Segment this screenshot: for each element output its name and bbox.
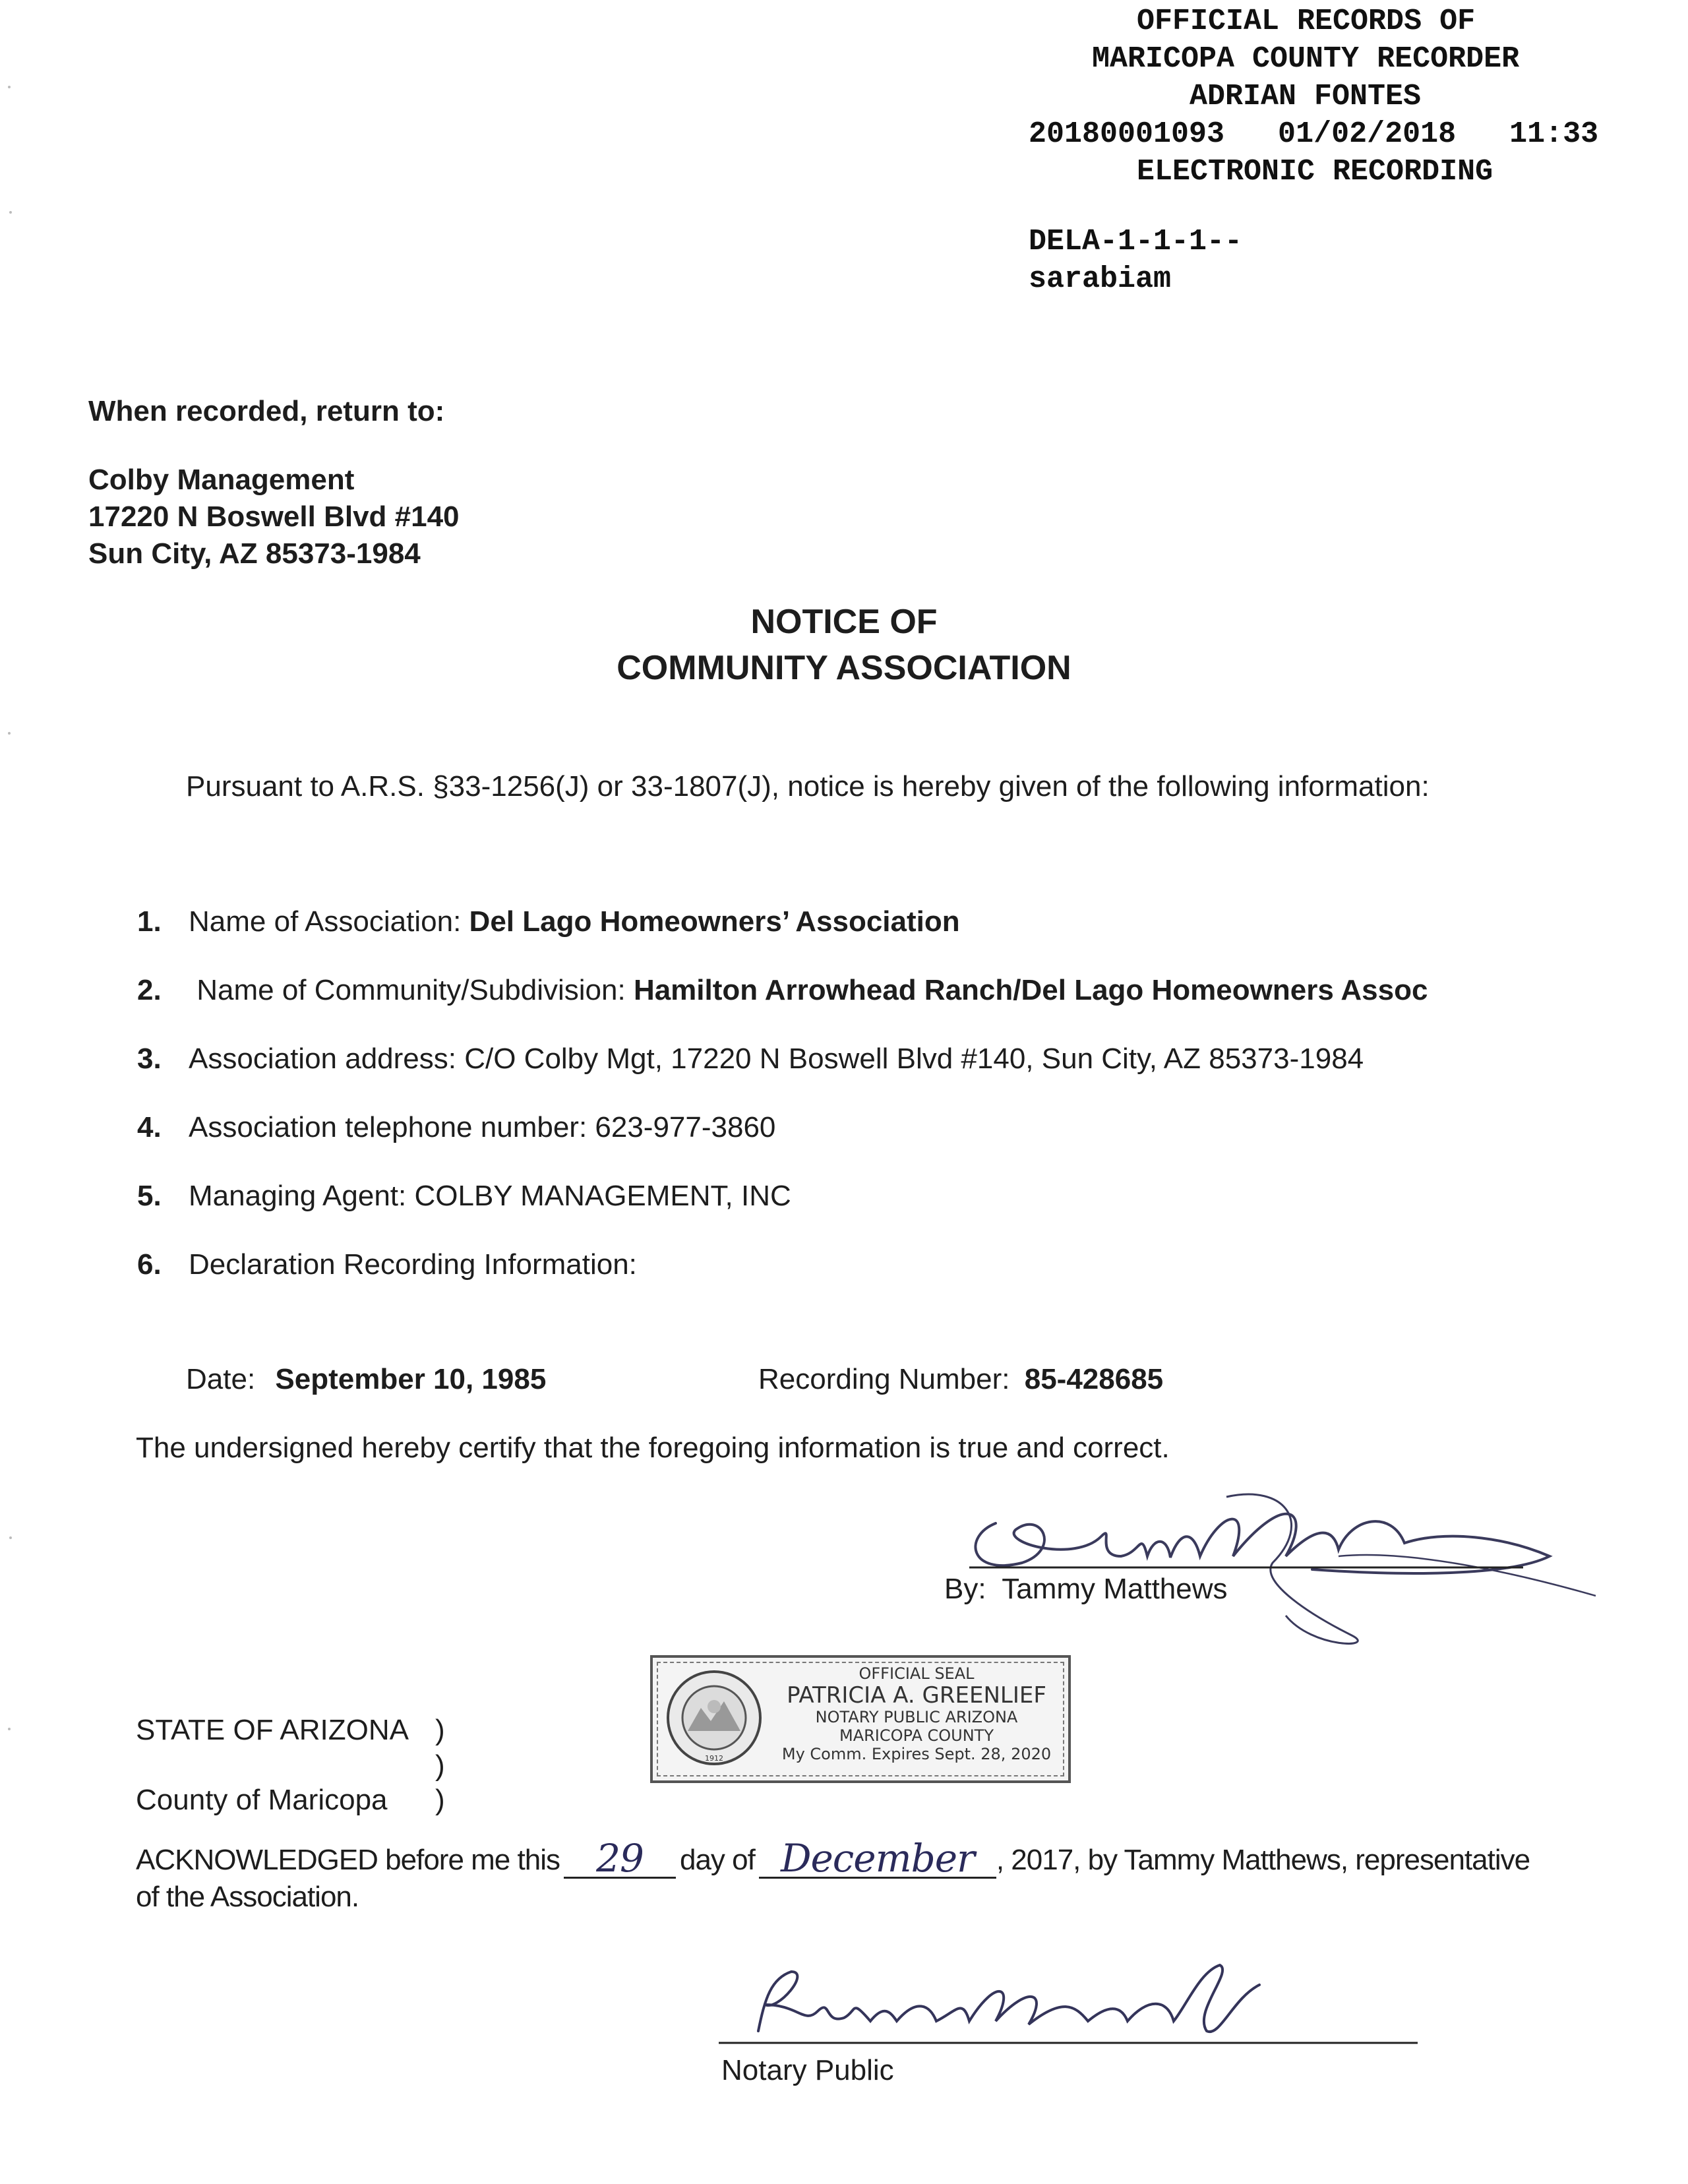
- scan-artifact: [8, 86, 11, 88]
- recorder-line: ELECTRONIC RECORDING: [1137, 155, 1493, 189]
- venue-county: [136, 1782, 388, 1819]
- venue-paren: ): [435, 1749, 445, 1782]
- recording-number-line: 20180001093 01/02/2018 11:33: [1029, 117, 1599, 151]
- ack-text: day of: [679, 1844, 755, 1876]
- recording-number-label: Recording Number:: [758, 1363, 1010, 1395]
- item-number: 4.: [137, 1111, 162, 1143]
- acknowledgment-line: of the Association.: [136, 1881, 359, 1913]
- list-item: [137, 903, 1654, 940]
- recorder-line: OFFICIAL RECORDS OF: [1137, 5, 1476, 38]
- arizona-state-seal-icon: [665, 1668, 764, 1767]
- document-title: [448, 599, 1240, 691]
- title-line: COMMUNITY ASSOCIATION: [617, 649, 1071, 687]
- seal-line: MARICOPA COUNTY: [839, 1726, 994, 1745]
- scan-artifact: [8, 732, 11, 735]
- notary-signature: [719, 1958, 1418, 2051]
- item-number: 5.: [137, 1180, 162, 1212]
- item-label: Association telephone number: 623-977-3860: [189, 1111, 776, 1143]
- return-to-line: Colby Management: [88, 464, 355, 496]
- return-to-line: Sun City, AZ 85373-1984: [88, 537, 421, 570]
- recorder-line: MARICOPA COUNTY RECORDER: [1092, 42, 1520, 76]
- seal-line: My Comm. Expires Sept. 28, 2020: [781, 1745, 1052, 1763]
- title-line: NOTICE OF: [750, 603, 938, 641]
- list-item: [137, 1109, 1654, 1146]
- venue-county-text: County of Maricopa: [136, 1784, 388, 1816]
- return-to-address: [88, 462, 460, 572]
- ack-text: ACKNOWLEDGED before me this: [136, 1844, 560, 1876]
- recording-number-value: 85-428685: [1024, 1363, 1164, 1395]
- intro-paragraph: Pursuant to A.R.S. §33-1256(J) or 33-1807(J), notice is hereby given of the following information:: [186, 770, 1430, 803]
- info-list: [137, 903, 1654, 1283]
- seal-text: [771, 1664, 1062, 1763]
- ack-month: December: [759, 1840, 996, 1879]
- date-label: Date:: [186, 1363, 256, 1395]
- notary-public-label: Notary Public: [721, 2054, 894, 2086]
- ack-day: 29: [564, 1840, 676, 1879]
- item-number: 1.: [137, 905, 162, 938]
- date-value: September 10, 1985: [275, 1363, 547, 1395]
- signer-name: By: Tammy Matthews: [944, 1573, 1228, 1605]
- venue-state: [136, 1712, 409, 1749]
- item-label: Managing Agent: COLBY MANAGEMENT, INC: [189, 1180, 791, 1212]
- signer-signature: [943, 1484, 1602, 1655]
- declaration-date: [186, 1361, 546, 1398]
- venue-paren: ): [435, 1714, 445, 1746]
- scan-artifact: [9, 1536, 12, 1539]
- list-item: [137, 972, 1654, 1009]
- scan-artifact: [9, 211, 12, 214]
- item-label: Name of Community/Subdivision:: [189, 974, 634, 1006]
- recorder-code-line: DELA-1-1-1--: [1029, 225, 1243, 258]
- item-number: 2.: [137, 974, 162, 1006]
- declaration-recording-number: [758, 1361, 1163, 1398]
- item-label: Association address: C/O Colby Mgt, 17220 N Boswell Blvd #140, Sun City, AZ 85373-1984: [189, 1043, 1364, 1075]
- venue-paren: ): [435, 1784, 445, 1816]
- list-item: [137, 1246, 1654, 1283]
- acknowledgment: [136, 1836, 1652, 1916]
- seal-line: NOTARY PUBLIC ARIZONA: [815, 1708, 1018, 1726]
- return-to-heading: When recorded, return to:: [88, 395, 445, 427]
- seal-line: PATRICIA A. GREENLIEF: [787, 1682, 1046, 1709]
- item-label: Name of Association:: [189, 905, 469, 938]
- list-item: [137, 1178, 1654, 1215]
- item-label: Declaration Recording Information:: [189, 1248, 637, 1281]
- item-number: 3.: [137, 1043, 162, 1075]
- recorder-code-line: sarabiam: [1029, 262, 1172, 296]
- seal-line: OFFICIAL SEAL: [859, 1664, 975, 1683]
- venue-state-text: STATE OF ARIZONA: [136, 1714, 409, 1746]
- certification-statement: The undersigned hereby certify that the foregoing information is true and correct.: [136, 1432, 1170, 1464]
- item-number: 6.: [137, 1248, 162, 1281]
- list-item: [137, 1041, 1654, 1077]
- item-value: Hamilton Arrowhead Ranch/Del Lago Homeowners Assoc: [633, 974, 1428, 1006]
- ack-text: , 2017, by Tammy Matthews, representative: [996, 1844, 1530, 1876]
- return-to-line: 17220 N Boswell Blvd #140: [88, 501, 460, 533]
- notary-signature-scribble: [719, 1958, 1418, 2051]
- svg-text:1912: 1912: [705, 1754, 723, 1763]
- scan-artifact: [8, 1728, 11, 1730]
- acknowledgment-line: [136, 1836, 1652, 1881]
- recorder-stamp: [1029, 3, 1675, 191]
- signature-scribble: [943, 1484, 1602, 1655]
- notary-seal: [650, 1655, 1071, 1783]
- recorder-code: [1029, 223, 1242, 298]
- item-value: Del Lago Homeowners’ Association: [469, 905, 960, 938]
- recorder-line: ADRIAN FONTES: [1190, 80, 1422, 113]
